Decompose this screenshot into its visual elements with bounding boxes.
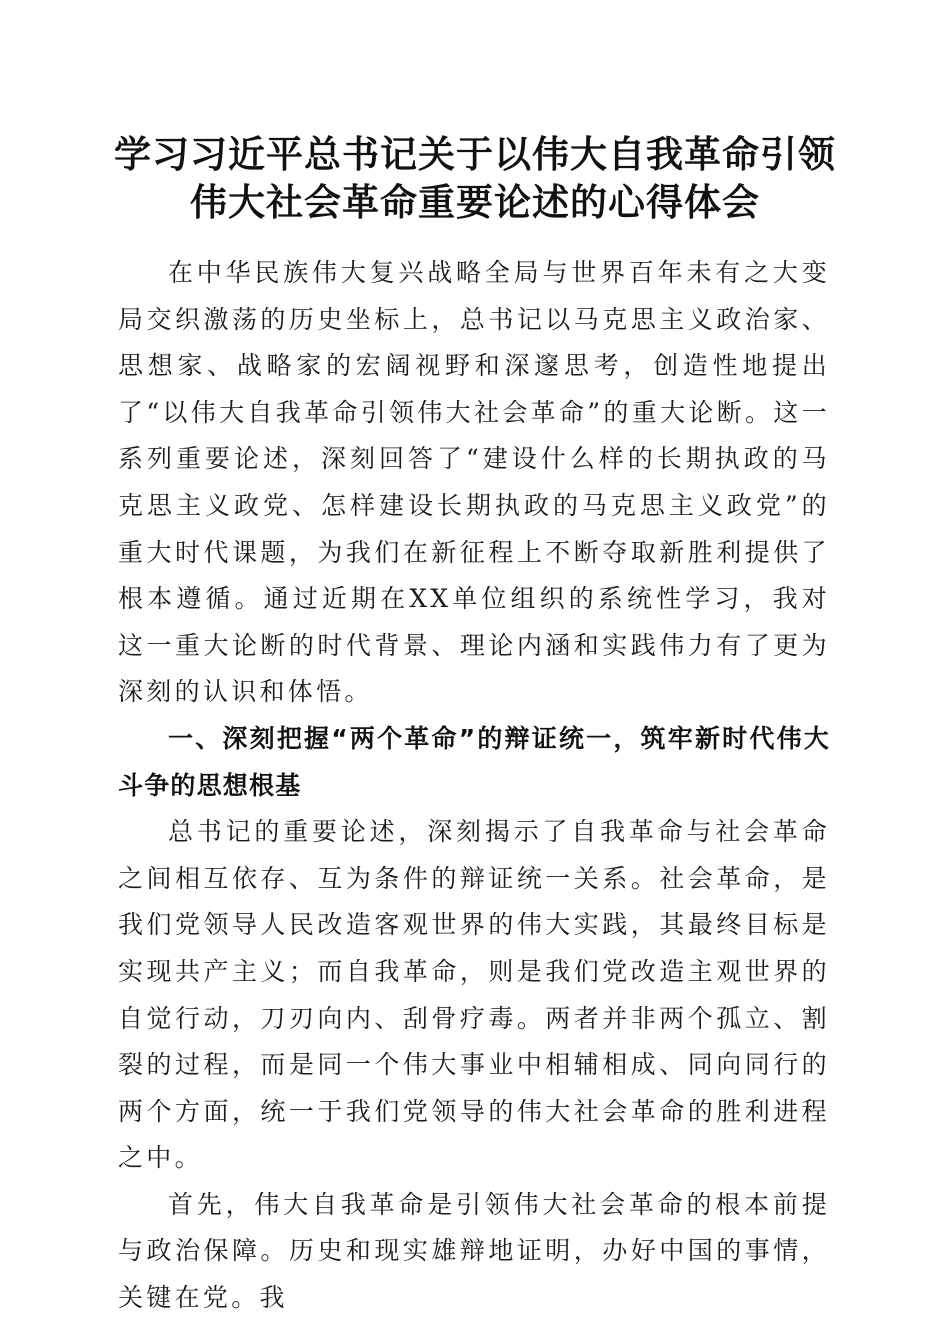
document-body — [118, 250, 830, 1322]
body-paragraph: 总书记的重要论述，深刻揭示了自我革命与社会革命之间相互依存、互为条件的辩证统一关系。社会革命，是我们党领导人民改造客观世界的伟大实践，其最终目标是实现共产主义；而自我革命，则是我们党改造主观世界的自觉行动，刀刃向内、刮骨疗毒。两者并非两个孤立、割裂的过程，而是同一个伟大事业中相辅相成、同向同行的两个方面，统一于我们党领导的伟大社会革命的胜利进程之中。 — [118, 817, 830, 1173]
body-paragraph: 首先，伟大自我革命是引领伟大社会革命的根本前提与政治保障。历史和现实雄辩地证明，办好中国的事情，关键在党。我 — [118, 1189, 830, 1313]
intro-paragraph: 在中华民族伟大复兴战略全局与世界百年未有之大变局交织激荡的历史坐标上，总书记以马克思主义政治家、思想家、战略家的宏阔视野和深邃思考，创造性地提出了“以伟大自我革命引领伟大社会革命”的重大论断。这一系列重要论述，深刻回答了“建设什么样的长期执政的马克思主义政党、怎样建设长期执政的马克思主义政党”的重大时代课题，为我们在新征程上不断夺取新胜利提供了根本遵循。通过近期在XX单位组织的系统性学习，我对这一重大论断的时代背景、理论内涵和实践伟力有了更为深刻的认识和体悟。 — [118, 258, 830, 707]
section-heading-1: 一、深刻把握“两个革命”的辩证统一，筑牢新时代伟大斗争的思想根基 — [118, 723, 830, 800]
document-title: 学习习近平总书记关于以伟大自我革命引领伟大社会革命重要论述的心得体会 — [114, 132, 836, 224]
